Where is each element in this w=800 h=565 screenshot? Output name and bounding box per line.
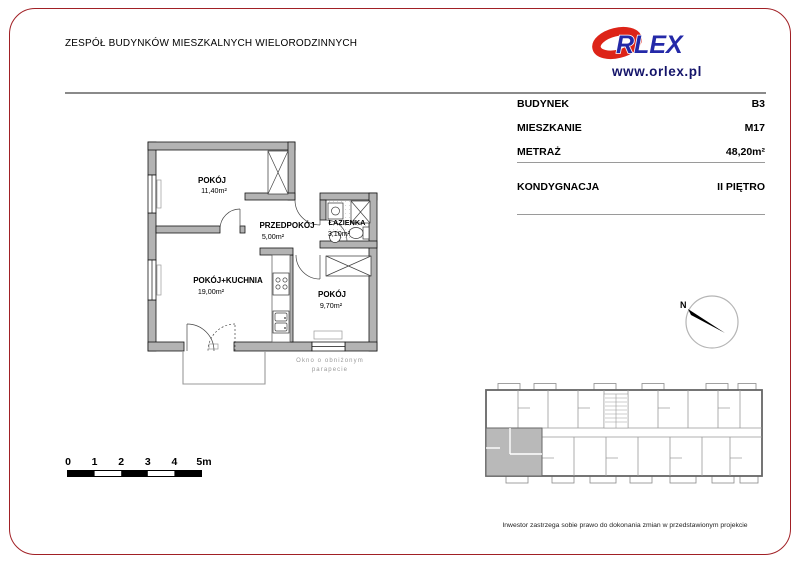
scale-label: 1 bbox=[91, 456, 98, 468]
window-note-line2: parapecie bbox=[311, 367, 349, 373]
washing-machine-icon bbox=[328, 203, 343, 219]
storey-label: KONDYGNACJA bbox=[517, 181, 600, 193]
room-area: 9,70m² bbox=[319, 301, 343, 310]
table-row-storey bbox=[517, 181, 765, 193]
orlex-logo-icon bbox=[592, 25, 722, 61]
compass-icon bbox=[676, 286, 748, 358]
logo-website: www.orlex.pl bbox=[612, 64, 702, 79]
scale-label: 5m bbox=[196, 456, 212, 468]
scale-label: 4 bbox=[171, 456, 178, 468]
staircase bbox=[604, 394, 628, 428]
window-symbols bbox=[148, 175, 345, 351]
balcony-outline bbox=[183, 351, 265, 384]
room-area: 19,00m² bbox=[197, 287, 225, 296]
header-separator bbox=[65, 92, 766, 94]
scale-label: 0 bbox=[65, 456, 71, 468]
kitchen-counter bbox=[272, 255, 290, 342]
scale-label: 2 bbox=[118, 456, 125, 468]
table-line bbox=[517, 214, 765, 215]
page-title: ZESPÓŁ BUDYNKÓW MIESZKALNYCH WIELORODZINNYCH bbox=[65, 38, 358, 49]
toilet-tank bbox=[363, 227, 369, 239]
highlighted-apartment bbox=[486, 428, 542, 476]
area-value: 48,20m² bbox=[725, 146, 765, 158]
room-area: 5,00m² bbox=[261, 232, 285, 241]
building-overview-plan bbox=[478, 380, 770, 506]
building-label: BUDYNEK bbox=[517, 98, 569, 110]
table-line bbox=[517, 162, 765, 163]
table-row-apartment bbox=[517, 122, 765, 134]
area-label: METRAŻ bbox=[517, 146, 561, 158]
room-label: POKÓJ bbox=[317, 290, 347, 299]
compass-north-label: N bbox=[680, 300, 687, 310]
table-row-area bbox=[517, 146, 765, 158]
room-label: PRZEDPOKÓJ bbox=[259, 221, 315, 230]
room-label: ŁAZIENKA bbox=[328, 218, 366, 227]
radiators bbox=[157, 180, 342, 349]
room-area: 3,10m² bbox=[327, 229, 351, 238]
scale-bar bbox=[58, 453, 218, 485]
orlex-logo bbox=[592, 25, 722, 79]
storey-value: II PIĘTRO bbox=[717, 181, 765, 193]
toilet-icon bbox=[349, 228, 363, 239]
walls bbox=[148, 142, 377, 351]
building-value: B3 bbox=[751, 98, 765, 110]
scale-label: 3 bbox=[144, 456, 151, 468]
window-note-line1: Okno o obniżonym bbox=[296, 358, 364, 364]
disclaimer-note: Inwestor zastrzega sobie prawo do dokonania zmian w przedstawionym projekcie bbox=[502, 522, 748, 529]
apartment-floor-plan bbox=[140, 128, 400, 400]
table-row-building bbox=[517, 98, 765, 110]
kitchen-sink-icon bbox=[273, 311, 289, 333]
room-label: POKÓJ+KUCHNIA bbox=[193, 276, 263, 285]
room-area: 11,40m² bbox=[201, 186, 227, 195]
logo-letters: RLEX bbox=[616, 31, 683, 59]
room-label: POKÓJ bbox=[197, 176, 227, 185]
stove-icon bbox=[273, 273, 289, 295]
apartment-value: M17 bbox=[744, 122, 765, 134]
apartment-label: MIESZKANIE bbox=[517, 122, 582, 134]
